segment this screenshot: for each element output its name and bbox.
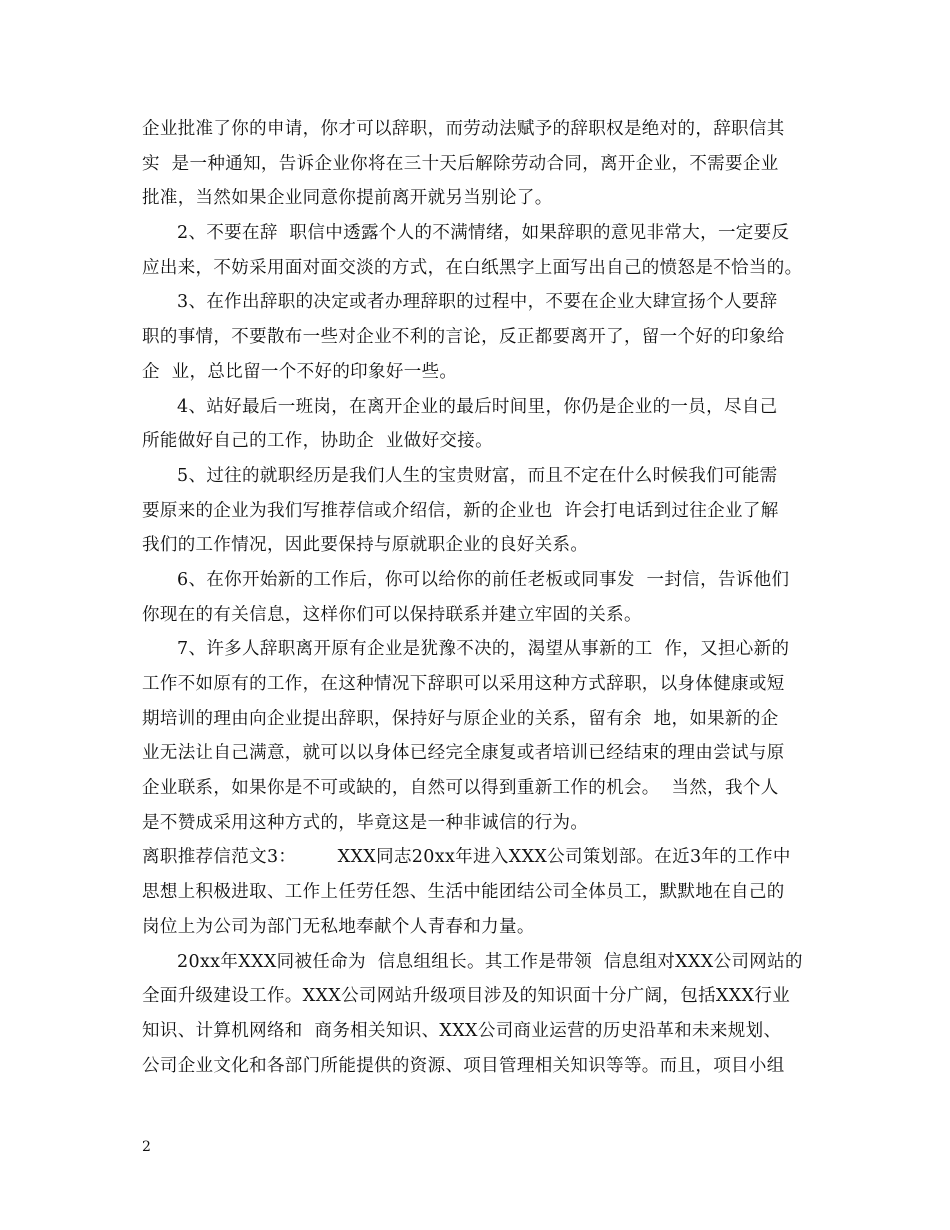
text-line: 企业批准了你的申请，你才可以辞职，而劳动法赋予的辞职权是绝对的，辞职信其 xyxy=(142,119,785,139)
text-line: 我们的工作情况，因此要保持与原就职企业的良好关系。 xyxy=(142,535,589,556)
paragraph-start: 3、在作出辞职的决定或者办理辞职的过程中，不要在企业大肆宣扬个人要辞 xyxy=(177,292,778,313)
text-line: 岗位上为公司为部门无私地奉献个人青春和力量。 xyxy=(142,916,535,937)
text-line: 知识、计算机网络和 商务相关知识、XXX公司商业运营的历史沿革和未来规划、 xyxy=(142,1020,782,1041)
paragraph-start: 5、过往的就职经历是我们人生的宝贵财富，而且不定在什么时候我们可能需 xyxy=(177,465,778,486)
text-line: 期培训的理由向企业提出辞职，保持好与原企业的关系，留有余 地，如果新的企 xyxy=(142,708,779,729)
paragraph-start: 6、在你开始新的工作后，你可以给你的前任老板或同事发 一封信，告诉他们 xyxy=(177,569,790,590)
text-line: 工作不如原有的工作，在这种情况下辞职可以采用这种方式辞职，以身体健康或短 xyxy=(142,674,785,694)
section-heading-line: 离职推荐信范文3： XXX同志20xx年进入XXX公司策划部。在近3年的工作中 xyxy=(142,847,791,868)
text-line: 批准，当然如果企业同意你提前离开就另当别论了。 xyxy=(142,188,553,209)
text-line: 全面升级建设工作。XXX公司网站升级项目涉及的知识面十分广阔，包括XXX行业 xyxy=(142,986,791,1007)
text-line: 应出来，不妨采用面对面交淡的方式，在白纸黑字上面写出自己的愤怒是不恰当的。 xyxy=(142,257,803,278)
paragraph-start: 7、许多人辞职离开原有企业是犹豫不决的，渴望从事新的工 作，又担心新的 xyxy=(177,639,790,660)
paragraph-start: 20xx年XXX同被任命为 信息组组长。其工作是带领 信息组对XXX公司网站的 xyxy=(177,951,803,972)
paragraph-start: 2、不要在辞 职信中透露个人的不满情绪，如果辞职的意见非常大，一定要反 xyxy=(177,223,790,244)
text-line: 思想上积极进取、工作上任劳任怨、生活中能团结公司全体员工，默默地在自己的 xyxy=(142,882,785,903)
text-line: 公司企业文化和各部门所能提供的资源、项目管理相关知识等等。而且，项目小组 xyxy=(142,1055,785,1076)
text-line: 职的事情，不要散布一些对企业不利的言论，反正都要离开了，留一个好的印象给 xyxy=(142,327,785,348)
text-line: 要原来的企业为我们写推荐信或介绍信，新的企业也 许会打电话到过往企业了解 xyxy=(142,500,779,521)
paragraph-start: 4、站好最后一班岗，在离开企业的最后时间里，你仍是企业的一员，尽自己 xyxy=(177,396,778,417)
document-body xyxy=(142,112,822,1083)
text-line: 所能做好自己的工作，协助企 业做好交接。 xyxy=(142,431,493,452)
text-line: 企 业，总比留一个不好的印象好一些。 xyxy=(142,361,458,382)
text-line: 实 是一种通知，告诉企业你将在三十天后解除劳动合同，离开企业，不需要企业 xyxy=(142,153,779,174)
text-line: 业无法让自己满意，就可以以身体已经完全康复或者培训已经结束的理由尝试与原 xyxy=(142,743,785,764)
page-number: 2 xyxy=(142,1139,151,1155)
text-line: 企业联系，如果你是不可或缺的，自然可以得到重新工作的机会。 当然，我个人 xyxy=(142,778,779,799)
text-line: 你现在的有关信息，这样你们可以保持联系并建立牢固的关系。 xyxy=(142,604,642,625)
text-line: 是不赞成采用这种方式的，毕竟这是一种非诚信的行为。 xyxy=(142,812,589,833)
